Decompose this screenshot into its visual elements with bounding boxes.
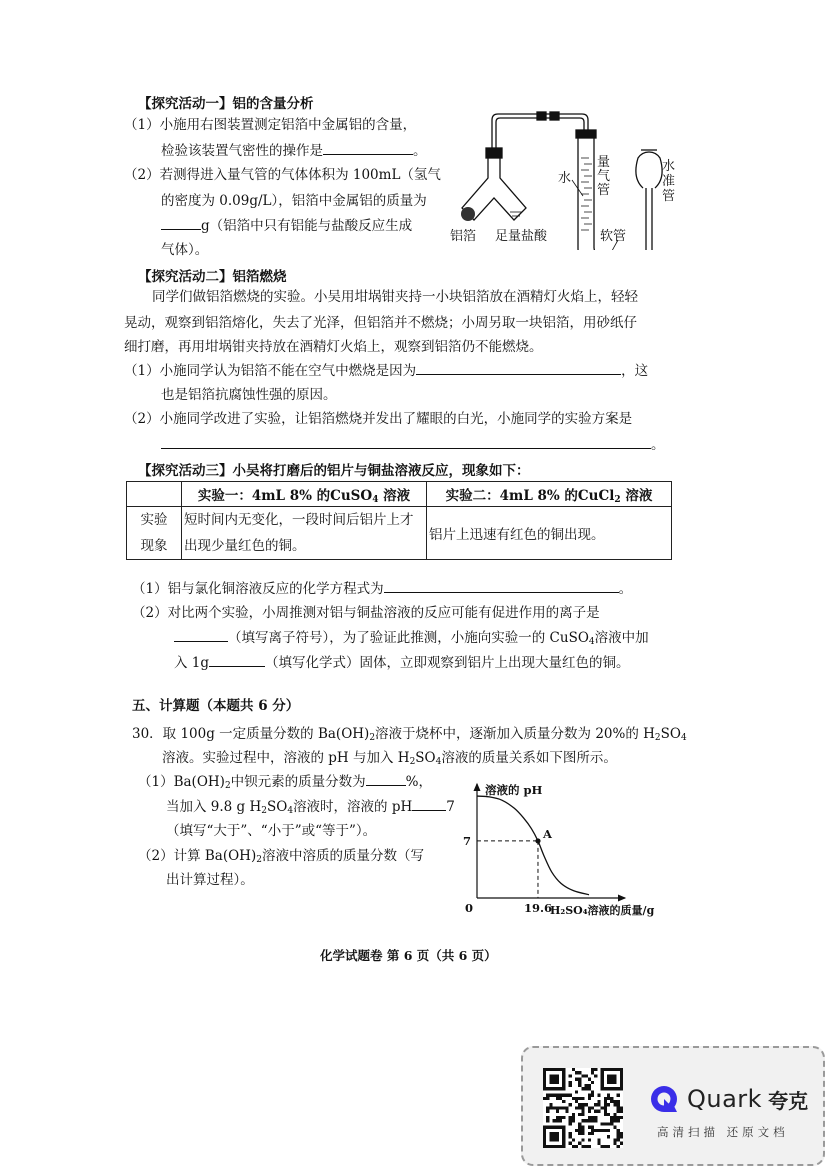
answer-blank-al-mass[interactable] (161, 215, 201, 230)
qr-code-icon[interactable] (543, 1068, 623, 1148)
activity3-q2-line1: （2）对比两个实验，小周推测对铝与铜盐溶液的反应可能有促进作用的离子是 (132, 605, 600, 621)
answer-blank-formula[interactable] (209, 652, 265, 667)
answer-blank-ion[interactable] (174, 627, 228, 642)
page-footer: 化学试题卷 第 6 页（共 6 页） (320, 948, 497, 963)
svg-text:气: 气 (597, 169, 611, 184)
svg-text:准: 准 (662, 174, 676, 189)
answer-blank-ba-fraction[interactable] (366, 771, 406, 786)
activity3-q2-line3: 入 1g （填写化学式）固体，立即观察到铝片上出现大量红色的铜。 (174, 650, 630, 676)
aluminum-foil-icon (461, 207, 475, 221)
quark-logo (649, 1084, 808, 1114)
activity2-paragraph-line3: 细打磨，再用坩埚钳夹持放在酒精灯火焰上，观察到铝箔仍不能燃烧。 (124, 339, 543, 355)
activity2-q1-text: （1）小施同学认为铝箔不能在空气中燃烧是因为 (124, 363, 417, 379)
quark-brand-cn: 夸克 (768, 1088, 809, 1113)
point-a-marker (535, 838, 540, 843)
activity2-q1-line1 (124, 358, 648, 384)
activity1-q2-line2: 的密度为 0.09g/L），铝箔中金属铝的质量为 (161, 193, 427, 209)
activity1-q1-line2 (161, 138, 427, 164)
burette-stopper (576, 130, 596, 138)
activity3-title (138, 459, 530, 479)
svg-text:量: 量 (597, 155, 611, 170)
answer-blank-experiment-plan[interactable] (161, 434, 651, 449)
level-tube-bulb (636, 152, 662, 188)
answer-blank-reason[interactable] (416, 360, 621, 375)
rubber-joint (537, 112, 546, 120)
activity1-q2-line3 (161, 213, 412, 239)
quark-logo-icon (649, 1084, 679, 1114)
activity1-title: 【探究活动一】铝的含量分析 (138, 96, 314, 112)
q30-part1-line3: （填写“大于”、“小于”或“等于”）。 (166, 823, 377, 839)
table-row-label: 实验 现象 (127, 507, 182, 560)
y-tube-stopper (486, 148, 502, 158)
ph-chart (455, 778, 685, 918)
gas-measurement-apparatus (440, 100, 690, 250)
label-hydrochloric-acid: 足量盐酸 (495, 229, 548, 244)
table-header-empty (127, 482, 182, 507)
ph-curve-series (477, 796, 589, 895)
activity1-q2-line1: （2）若测得进入量气管的气体体积为 100mL（氢气 (124, 167, 441, 183)
activity3-q1-text: （1）铝与氯化铜溶液反应的化学方程式为 (132, 581, 384, 597)
period: 。 (651, 437, 665, 453)
quark-scan-watermark (521, 1046, 825, 1166)
svg-text:管: 管 (597, 183, 611, 198)
activity1-q1-line1: （1）小施用右图装置测定铝箔中金属铝的含量， (124, 117, 417, 133)
x-axis-label: H₂SO₄溶液的质量/g (550, 904, 655, 917)
q30-line2: 溶液。实验过程中，溶液的 pH 与加入 $H_2SO_4$溶液的质量关系如下图所示。 (162, 750, 617, 767)
activity2-paragraph-line2: 晃动，观察到铝箔熔化，失去了光泽，但铝箔并不燃烧；小周另取一块铝箔，用砂纸仔 (124, 315, 637, 331)
period: 。 (413, 143, 427, 159)
q30-part2-line2: 出计算过程）。 (166, 872, 254, 888)
y-tick-label: 7 (463, 833, 472, 848)
activity2-q2-line1: （2）小施同学改进了实验，让铝箔燃烧并发出了耀眼的白光，小施同学的实验方案是 (124, 411, 633, 427)
experiment-table (126, 481, 672, 560)
table-cell-exp1-observation: 短时间内无变化，一段时间后铝片上才出现少量红色的铜。 (182, 507, 427, 560)
activity3-q1 (132, 576, 632, 602)
table-cell-exp2-observation: 铝片上迅速有红色的铜出现。 (427, 507, 672, 560)
q1-tail: ，这 (621, 363, 649, 379)
activity2-q2-line2 (161, 432, 665, 458)
gas-burette (578, 138, 594, 248)
quark-brand: Quark (687, 1085, 763, 1113)
answer-blank-ph-compare[interactable] (412, 796, 446, 811)
answer-blank-airtightness[interactable] (323, 140, 413, 155)
label-gas-burette (597, 155, 610, 198)
table-header-exp1: 实验一：4mL 8% 的CuSO$_4$ 溶液 (182, 482, 427, 507)
label-water: 水 (558, 171, 572, 186)
q30-line1: 30．取 100g 一定质量分数的 $Ba(OH)_2$溶液于烧杯中，逐渐加入质量分数为 20%的 $H_2SO_4$ (132, 726, 687, 743)
activity2-paragraph-line1: 同学们做铝箔燃烧的实验。小吴用坩埚钳夹持一小块铝箔放在酒精灯火焰上，轻轻 (152, 289, 638, 305)
svg-text:管: 管 (662, 189, 676, 204)
table-header-exp2: 实验二：4mL 8% 的CuCl$_2$ 溶液 (427, 482, 672, 507)
activity2-q1-line2: 也是铝箔抗腐蚀性强的原因。 (161, 387, 337, 403)
svg-text:水: 水 (662, 159, 676, 174)
section5-title: 五、计算题（本题共 6 分） (132, 698, 300, 714)
q30-part1-line2: 当加入 9.8 g $H_2SO_4$溶液时，溶液的 pH 7 (166, 794, 455, 820)
q30-part1-line1: $(1)Ba(OH)_2$中钡元素的质量分数为 %， (138, 769, 432, 795)
activity1-q2-text: g（铝箔中只有铝能与盐酸反应生成 (201, 218, 413, 234)
activity2-title: 【探究活动二】铝箔燃烧 (138, 269, 287, 285)
activity3-title-text: 【探究活动三】小吴将打磨后的铝片与铜盐溶液反应，现象如下： (138, 463, 530, 479)
activity1-q1-text: 检验该装置气密性的操作是 (161, 143, 323, 159)
answer-blank-equation[interactable] (384, 578, 619, 593)
activity1-q2-line4: 气体）。 (161, 242, 209, 258)
label-soft-tube: 软管 (600, 229, 627, 244)
label-level-tube (662, 158, 675, 204)
period: 。 (618, 581, 633, 597)
label-aluminum-foil: 铝箔 (450, 229, 477, 244)
x-tick-label: 19.6 (523, 901, 552, 915)
quark-tagline: 高清扫描 还原文档 (657, 1125, 789, 1139)
q30-part2-line1: （2）计算 $Ba(OH)_2$溶液中溶质的质量分数（写 (138, 848, 424, 865)
table-header-row (127, 482, 672, 507)
point-a-label: A (542, 826, 552, 841)
y-axis-label: 溶液的 pH (485, 783, 543, 797)
table-row (127, 507, 672, 560)
activity3-q2-line2: （填写离子符号），为了验证此推测，小施向实验一的 CuSO$_4$溶液中加 (174, 625, 649, 651)
origin-label: 0 (465, 901, 474, 915)
